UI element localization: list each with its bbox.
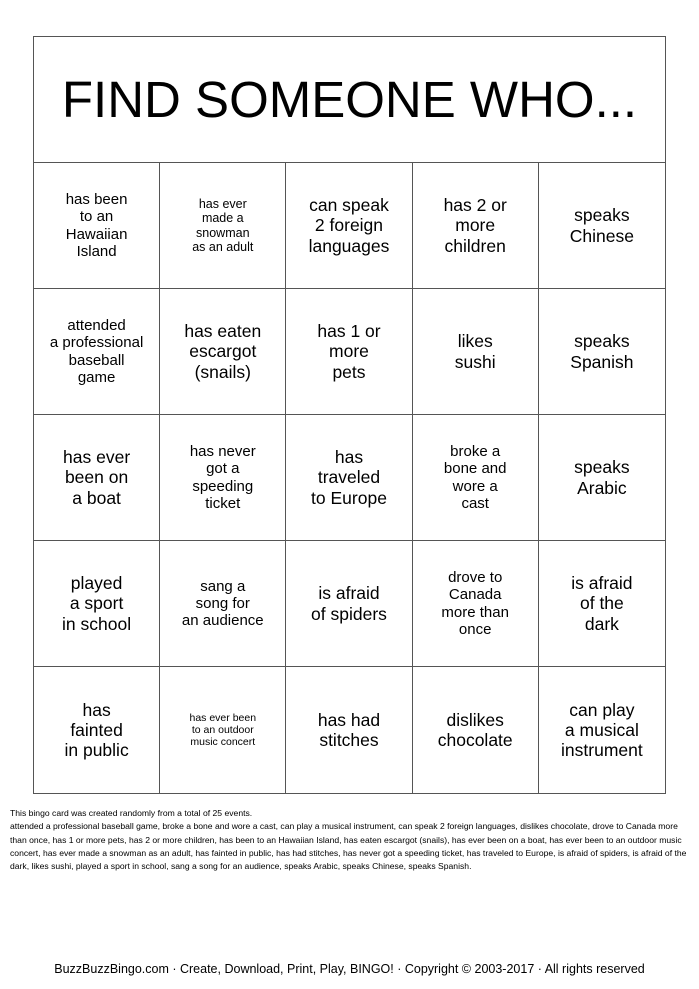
notes-event-list: attended a professional baseball game, broke a bone and wore a cast, can play a musical instrument, can speak 2 foreign languages, dislikes chocolate, drove to Canada more than once, has 1 or more pets, has 2 or more children, has been to an Hawaiian Island, has eaten escargot (snails), has ever been on a boat, has ever been to an outdoor music concert, has ever made a snowman as an adult, has fainted in public, has had stitches, has never got a speeding ticket, has traveled to Europe, is afraid of spiders, is afraid of the dark, likes sushi, played a sport in school, sang a song for an audience, speaks Arabic, speaks Chinese, speaks Spanish. <box>10 821 687 872</box>
bingo-cell: has never got a speeding ticket <box>160 415 286 541</box>
bingo-cell: likes sushi <box>413 289 539 415</box>
bingo-cell: has ever made a snowman as an adult <box>160 163 286 289</box>
bingo-cell: has been to an Hawaiian Island <box>34 163 160 289</box>
bingo-cell: speaks Arabic <box>539 415 665 541</box>
bingo-cell: has ever been to an outdoor music concert <box>160 667 286 793</box>
notes-intro: This bingo card was created randomly from a total of 25 events. <box>10 808 253 818</box>
bingo-cell: has traveled to Europe <box>286 415 412 541</box>
bingo-cell: has ever been on a boat <box>34 415 160 541</box>
bingo-cell: broke a bone and wore a cast <box>413 415 539 541</box>
bingo-cell: can play a musical instrument <box>561 699 643 761</box>
bingo-cell: has 1 or more pets <box>286 289 412 415</box>
card-title: FIND SOMEONE WHO... <box>61 71 638 128</box>
bingo-cell: attended a professional baseball game <box>34 289 160 415</box>
bingo-cell: has 2 or more children <box>413 163 539 289</box>
title-box <box>34 37 665 163</box>
bingo-cell: is afraid of spiders <box>286 541 412 667</box>
bingo-cell: has had stitches <box>286 667 412 793</box>
bingo-cell: can speak 2 foreign languages <box>286 163 412 289</box>
bingo-cell: has eaten escargot (snails) <box>160 289 286 415</box>
bingo-cell: sang a song for an audience <box>160 541 286 667</box>
bingo-cell: played a sport in school <box>34 541 160 667</box>
bingo-grid <box>34 163 665 793</box>
bingo-card <box>33 36 666 794</box>
bingo-cell: dislikes chocolate <box>413 667 539 793</box>
bingo-cell: is afraid of the dark <box>539 541 665 667</box>
page-footer: BuzzBuzzBingo.com · Create, Download, Print, Play, BINGO! · Copyright © 2003-2017 · All rights reserved <box>54 962 645 976</box>
bingo-cell: has fainted in public <box>34 667 160 793</box>
bingo-cell: speaks Chinese <box>539 163 665 289</box>
bingo-cell: speaks Spanish <box>539 289 665 415</box>
card-notes <box>10 807 690 874</box>
bingo-cell: drove to Canada more than once <box>413 541 539 667</box>
